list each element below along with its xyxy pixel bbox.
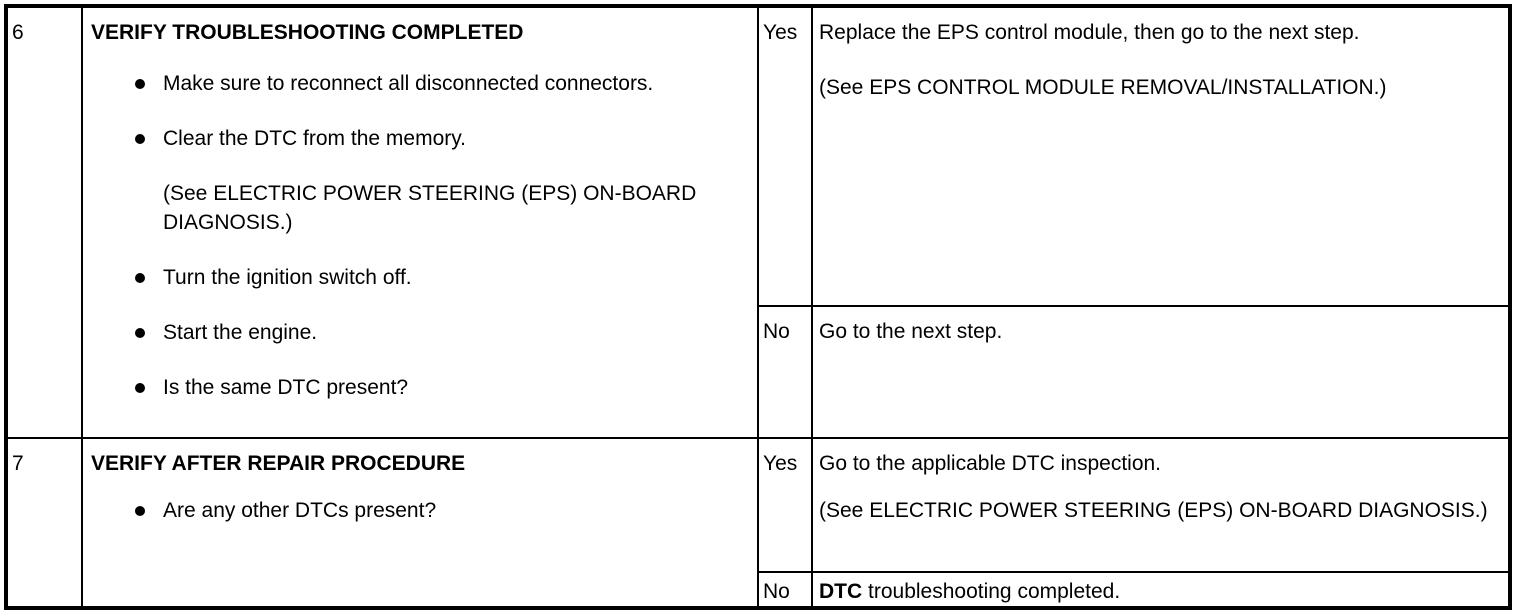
list-item: Start the engine. [163, 318, 749, 347]
step-6-yes-row [6, 6, 1510, 306]
bullet-icon [135, 134, 145, 144]
step-7-title: VERIFY AFTER REPAIR PROCEDURE [91, 452, 466, 475]
bullet-icon [135, 506, 145, 516]
troubleshooting-table [4, 4, 1512, 610]
step-6-yes-label: Yes [758, 6, 812, 306]
step-7-yes-label: Yes [758, 438, 812, 572]
step-6-yes-result: Replace the EPS control module, then go to the next step. (See EPS CONTROL MODULE REMOVAL/INSTALLATION.) [812, 6, 1510, 306]
step-7-no-result: DTC troubleshooting completed. [812, 572, 1510, 608]
step-7-number: 7 [6, 438, 82, 608]
step-6-no-result: Go to the next step. [812, 306, 1510, 438]
step-6-bullet-list [91, 69, 749, 402]
list-item-note: (See ELECTRIC POWER STEERING (EPS) ON-BOARD DIAGNOSIS.) [163, 182, 697, 234]
list-item: Make sure to reconnect all disconnected connectors. [163, 69, 749, 98]
step-6-no-label: No [758, 306, 812, 438]
list-item: Clear the DTC from the memory. [163, 124, 749, 153]
bullet-icon [135, 273, 145, 283]
list-item: Are any other DTCs present? [163, 496, 749, 525]
bullet-icon [135, 79, 145, 89]
step-7-no-label: No [758, 572, 812, 608]
list-item: Turn the ignition switch off. [163, 263, 749, 292]
step-6-action [82, 6, 758, 438]
step-7-bullet-list [91, 496, 749, 525]
step-7-yes-result: Go to the applicable DTC inspection. (See ELECTRIC POWER STEERING (EPS) ON-BOARD DIAGNOSIS.) [812, 438, 1510, 572]
list-item: Is the same DTC present? [163, 373, 749, 402]
bullet-icon [135, 328, 145, 338]
step-6-number: 6 [6, 6, 82, 438]
step-6-title: VERIFY TROUBLESHOOTING COMPLETED [91, 21, 524, 44]
bullet-icon [135, 383, 145, 393]
step-7-yes-row [6, 438, 1510, 572]
step-7-action [82, 438, 758, 608]
